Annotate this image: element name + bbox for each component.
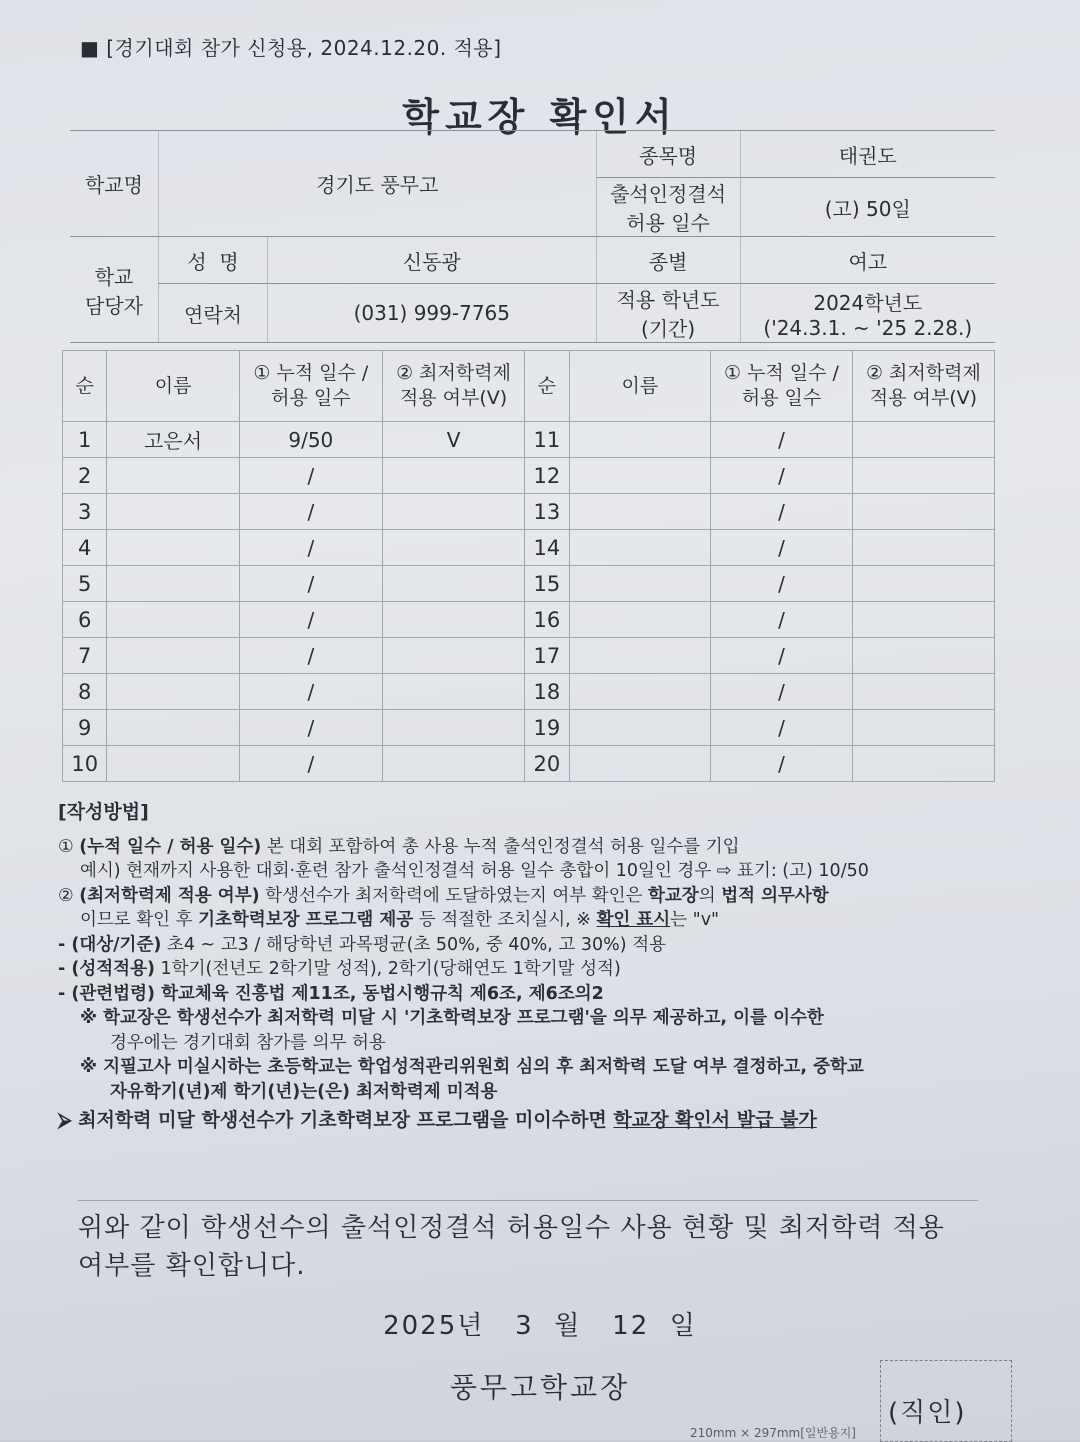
- min-check: [852, 746, 994, 782]
- col-days-right-line1: ① 누적 일수 /: [723, 362, 839, 385]
- manager-label-line1: 학교: [94, 264, 134, 289]
- type-value: 여고: [740, 237, 995, 284]
- table-row: [63, 674, 995, 710]
- instruction-bold: 학교장: [648, 885, 699, 906]
- student-name: [107, 494, 239, 530]
- days-ratio: /: [239, 710, 382, 746]
- row-number: 6: [63, 602, 107, 638]
- instruction-bold: - (대상/기준): [58, 934, 162, 955]
- instruction-bold: 기초학력보장 프로그램 제공: [198, 910, 414, 930]
- row-number: 4: [63, 530, 107, 566]
- days-ratio: /: [711, 638, 853, 674]
- student-name: [569, 422, 711, 458]
- table-row: [63, 710, 995, 746]
- row-number: 9: [63, 710, 107, 746]
- table-header-row: [63, 351, 995, 422]
- table-row: [63, 746, 995, 782]
- student-name: [569, 458, 711, 494]
- row-number: 11: [525, 422, 569, 458]
- row-number: 7: [63, 638, 107, 674]
- row-number: 2: [63, 458, 107, 494]
- row-number: 15: [525, 566, 569, 602]
- instruction-bold: (최저학력제 적용 여부): [79, 885, 260, 906]
- min-check: [852, 602, 994, 638]
- instruction-bold: (누적 일수 / 허용 일수): [79, 836, 262, 857]
- instruction-text: 는 "v": [670, 910, 720, 930]
- type-label: 종별: [596, 237, 740, 284]
- instruction-bold: - (성적적용): [58, 959, 155, 979]
- student-name: [569, 566, 711, 602]
- name-value: 신동광: [268, 237, 597, 284]
- col-min-right-line1: ② 최저학력제: [865, 362, 981, 385]
- col-days-left: [239, 351, 382, 422]
- year-value-line1: 2024학년도: [813, 290, 923, 315]
- table-row: [63, 458, 995, 494]
- days-ratio: /: [239, 602, 382, 638]
- row-number: 19: [525, 710, 569, 746]
- days-ratio: /: [711, 746, 853, 782]
- min-check: [852, 638, 994, 674]
- instruction-line: [58, 884, 998, 909]
- manager-label-line2: 담당자: [85, 293, 143, 318]
- school-value: 경기도 풍무고: [159, 131, 597, 237]
- student-table: [62, 350, 995, 782]
- contact-value: (031) 999-7765: [268, 284, 597, 343]
- instruction-bold: - (관련법령): [58, 983, 155, 1004]
- school-label: 학교명: [70, 131, 159, 237]
- instruction-line: [58, 957, 998, 982]
- row-number: 3: [63, 494, 107, 530]
- instructions-heading: [작성방법]: [58, 801, 149, 823]
- days-ratio: /: [711, 602, 853, 638]
- min-check: [382, 674, 524, 710]
- table-row: [63, 638, 995, 674]
- row-number: 18: [525, 674, 569, 710]
- col-days-right-line2: 허용 일수: [741, 387, 822, 409]
- paper-size-note: 210mm × 297mm[일반용지]: [690, 1426, 856, 1440]
- days-ratio: /: [711, 458, 853, 494]
- instruction-line: [58, 908, 998, 933]
- days-ratio: /: [711, 530, 853, 566]
- name-label: 성 명: [159, 237, 268, 284]
- allowed-days-label-line2: 허용 일수: [626, 211, 710, 235]
- instruction-text: 이므로 확인 후: [80, 910, 199, 930]
- row-number: 20: [525, 746, 569, 782]
- row-number: 1: [63, 422, 107, 458]
- official-seal: (직인): [888, 1398, 967, 1428]
- student-name: 고은서: [107, 422, 239, 458]
- col-name-right: 이름: [569, 351, 711, 422]
- days-ratio: 9/50: [239, 422, 382, 458]
- col-days-left-line2: 허용 일수: [271, 387, 351, 409]
- student-name: [107, 674, 239, 710]
- min-check: [852, 530, 994, 566]
- instruction-line: [58, 982, 998, 1007]
- info-table: [70, 130, 995, 343]
- student-name: [107, 566, 239, 602]
- document-title: 학교장 확인서: [402, 95, 678, 139]
- student-name: [107, 458, 239, 494]
- notice-line: [58, 1108, 998, 1133]
- header-note: ■ [경기대회 참가 신청용, 2024.12.20. 적용]: [80, 36, 502, 60]
- manager-label: [70, 237, 159, 343]
- min-check: [382, 710, 524, 746]
- instruction-text: 1학기(전년도 2학기말 성적), 2학기(당해연도 1학기말 성적): [154, 959, 621, 979]
- issue-date: 2025년 3 월 12 일: [383, 1311, 697, 1341]
- table-row: [63, 566, 995, 602]
- row-number: 16: [525, 602, 569, 638]
- student-name: [569, 746, 711, 782]
- col-min-right: [852, 351, 994, 422]
- col-days-left-line1: ① 누적 일수 /: [253, 362, 369, 385]
- col-no-right: 순: [525, 351, 569, 422]
- min-check: [382, 602, 524, 638]
- confirmation-statement: 위와 같이 학생선수의 출석인정결석 허용일수 사용 현황 및 최저학력 적용 여부를 확인합니다.: [78, 1200, 978, 1285]
- table-row: [63, 494, 995, 530]
- allowed-days-value: (고) 50일: [740, 178, 995, 237]
- days-ratio: /: [239, 674, 382, 710]
- instruction-text: 의: [698, 885, 722, 906]
- instruction-line: ※ 지필고사 미실시하는 초등학교는 학업성적관리위원회 심의 후 최저학력 도달 여부 결정하고, 중학교: [80, 1057, 864, 1077]
- min-check: [382, 746, 524, 782]
- student-name: [107, 710, 239, 746]
- allowed-days-label-line1: 출석인정결석: [610, 182, 727, 206]
- instruction-underlined: 확인 표시: [596, 910, 671, 930]
- instruction-text: 학교체육 진흥법 제11조, 동법시행규칙 제6조, 제6조의2: [154, 983, 604, 1004]
- min-check: V: [382, 422, 524, 458]
- days-ratio: /: [711, 674, 853, 710]
- instruction-text: 본 대회 포함하여 총 사용 누적 출석인정결석 허용 일수를 기입: [261, 836, 740, 857]
- col-no-left: 순: [63, 351, 107, 422]
- student-name: [107, 530, 239, 566]
- row-number: 17: [525, 638, 569, 674]
- instruction-text: 학생선수가 최저학력에 도달하였는지 여부 확인은: [259, 885, 648, 906]
- event-value: 태권도: [740, 131, 995, 178]
- min-check: [382, 458, 524, 494]
- student-name: [569, 674, 711, 710]
- col-days-right: [711, 351, 853, 422]
- instruction-text: 등 적절한 조치실시, ※: [413, 910, 597, 930]
- min-check: [382, 530, 524, 566]
- days-ratio: /: [239, 638, 382, 674]
- notice-underlined: 학교장 확인서 발급 불가: [613, 1109, 817, 1131]
- student-name: [107, 638, 239, 674]
- days-ratio: /: [239, 458, 382, 494]
- days-ratio: /: [711, 710, 853, 746]
- min-check: [382, 566, 524, 602]
- table-row: [63, 602, 995, 638]
- instruction-text: 초4 ~ 고3 / 해당학년 과목평균(초 50%, 중 40%, 고 30%) 적용: [161, 934, 666, 955]
- table-row: [63, 530, 995, 566]
- year-label: [596, 284, 740, 343]
- col-min-right-line2: 적용 여부(V): [869, 387, 978, 409]
- instruction-line: ※ 학교장은 학생선수가 최저학력 미달 시 '기초학력보장 프로그램'을 의무 제공하고, 이를 이수한: [80, 1008, 824, 1028]
- circled-2: ②: [58, 885, 74, 906]
- min-check: [382, 494, 524, 530]
- min-check: [382, 638, 524, 674]
- min-check: [852, 494, 994, 530]
- min-check: [852, 674, 994, 710]
- days-ratio: /: [239, 494, 382, 530]
- min-check: [852, 710, 994, 746]
- col-min-left: [382, 351, 524, 422]
- student-name: [569, 494, 711, 530]
- table-row: [63, 422, 995, 458]
- min-check: [852, 566, 994, 602]
- instruction-bold: 법적 의무사항: [721, 885, 829, 906]
- year-label-line1: 적용 학년도: [616, 288, 720, 312]
- min-check: [852, 422, 994, 458]
- table-body: [63, 422, 995, 782]
- days-ratio: /: [239, 566, 382, 602]
- student-name: [107, 602, 239, 638]
- notice-text: 최저학력 미달 학생선수가 기초학력보장 프로그램을 미이수하면: [71, 1109, 614, 1131]
- arrow-box-icon: ⮚: [58, 1109, 72, 1131]
- instruction-line: 경우에는 경기대회 참가를 의무 허용: [110, 1032, 386, 1053]
- year-value-line2: ('24.3.1. ~ '25 2.28.): [763, 315, 973, 340]
- year-value: [740, 284, 995, 343]
- event-label: 종목명: [596, 131, 740, 178]
- col-min-left-line2: 적용 여부(V): [399, 387, 508, 409]
- row-number: 10: [63, 746, 107, 782]
- min-check: [852, 458, 994, 494]
- instruction-line: 예시) 현재까지 사용한 대회·훈련 참가 출석인정결석 허용 일수 총합이 10일인 경우 ⇨ 표기: (고) 10/50: [80, 861, 869, 881]
- days-ratio: /: [239, 746, 382, 782]
- student-name: [569, 530, 711, 566]
- student-name: [569, 638, 711, 674]
- student-name: [569, 602, 711, 638]
- days-ratio: /: [711, 566, 853, 602]
- row-number: 5: [63, 566, 107, 602]
- instruction-line: [58, 933, 998, 958]
- student-name: [107, 746, 239, 782]
- row-number: 13: [525, 494, 569, 530]
- days-ratio: /: [239, 530, 382, 566]
- days-ratio: /: [711, 422, 853, 458]
- row-number: 8: [63, 674, 107, 710]
- contact-label: 연락처: [159, 284, 268, 343]
- student-name: [569, 710, 711, 746]
- days-ratio: /: [711, 494, 853, 530]
- instruction-line: 자유학기(년)제 학기(년)는(은) 최저학력제 미적용: [110, 1081, 498, 1102]
- col-name-left: 이름: [107, 351, 239, 422]
- instruction-line: [58, 835, 998, 860]
- year-label-line2: (기간): [640, 317, 696, 341]
- col-min-left-line1: ② 최저학력제: [396, 362, 511, 385]
- instructions: [58, 800, 998, 1133]
- allowed-days-label: [596, 178, 740, 237]
- row-number: 12: [525, 458, 569, 494]
- signer: 풍무고학교장: [449, 1371, 631, 1404]
- row-number: 14: [525, 530, 569, 566]
- circled-1: ①: [58, 836, 74, 857]
